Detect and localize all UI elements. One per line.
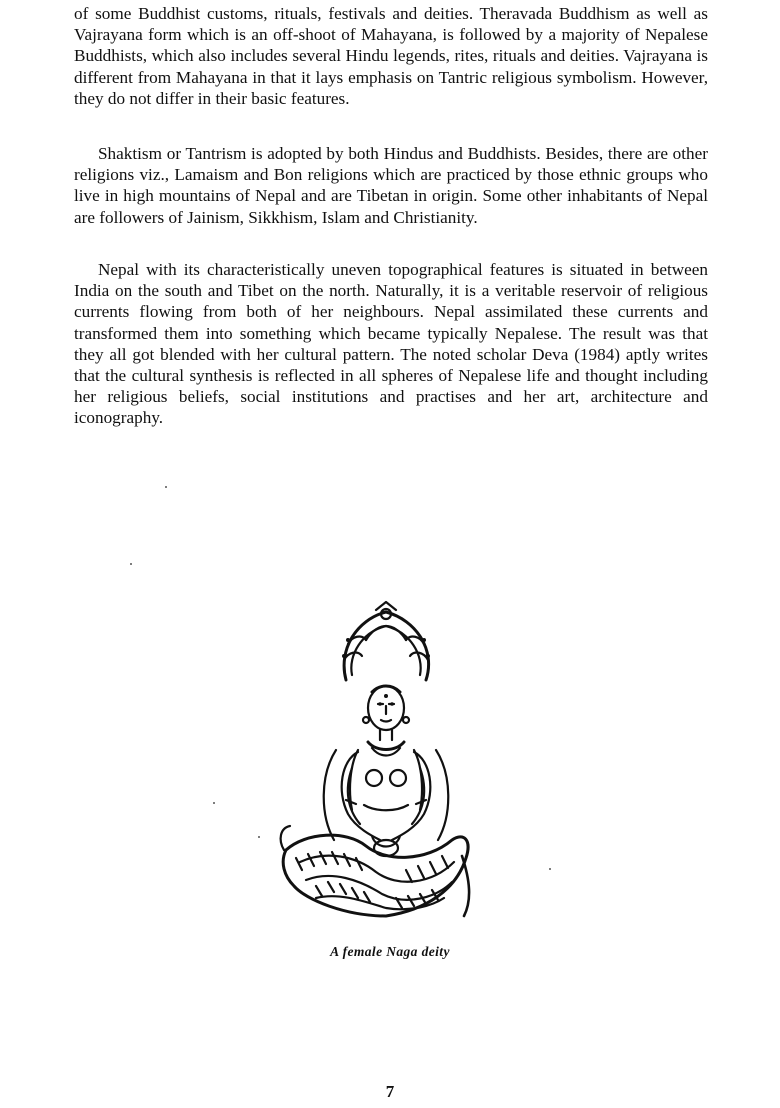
paragraph-buddhism: of some Buddhist customs, rituals, festivals and deities. Theravada Buddhism as well as Vajrayana form which is an off-shoot of Mahayana, is followed by a majority of Nepalese Buddhists, which also includes several Hindu legends, rites, rituals and deities. Vajrayana is different from Mahayana in that it lays emphasis on Tantric religious symbolism. However, they do not differ in their basic features. — [74, 4, 708, 108]
paragraph-shaktism: Shaktism or Tantrism is adopted by both Hindus and Buddhists. Besides, there are other religions viz., Lamaism and Bon religions which are practiced by those ethnic groups who live in high mountains of Nepal and are Tibetan in origin. Some other inhabitants of Nepal are followers of Jainism, Sikkhism, Islam and Christianity. — [74, 144, 708, 227]
page-number: 7 — [385, 1082, 395, 1101]
scan-speck — [165, 486, 167, 488]
scan-speck — [258, 836, 260, 838]
naga-deity-illustration — [276, 600, 486, 925]
scan-speck — [130, 563, 132, 565]
figure-caption: A female Naga deity — [330, 944, 450, 959]
naga-deity-figure — [276, 600, 486, 925]
paragraph-nepal-topography: Nepal with its characteristically uneven topographical features is situated in between India on the south and Tibet on the north. Naturally, it is a veritable reservoir of religious currents flowing from both of her neighbours. Nepal assimilated these currents and transformed them into something which became typically Nepalese. The result was that they all got blended with her cultural pattern. The noted scholar Deva (1984) aptly writes that the cultural synthesis is reflected in all spheres of Nepalese life and thought including her religious beliefs, social institutions and practises and her art, architecture and iconography. — [74, 260, 708, 428]
scan-speck — [213, 802, 215, 804]
scan-speck — [549, 868, 551, 870]
